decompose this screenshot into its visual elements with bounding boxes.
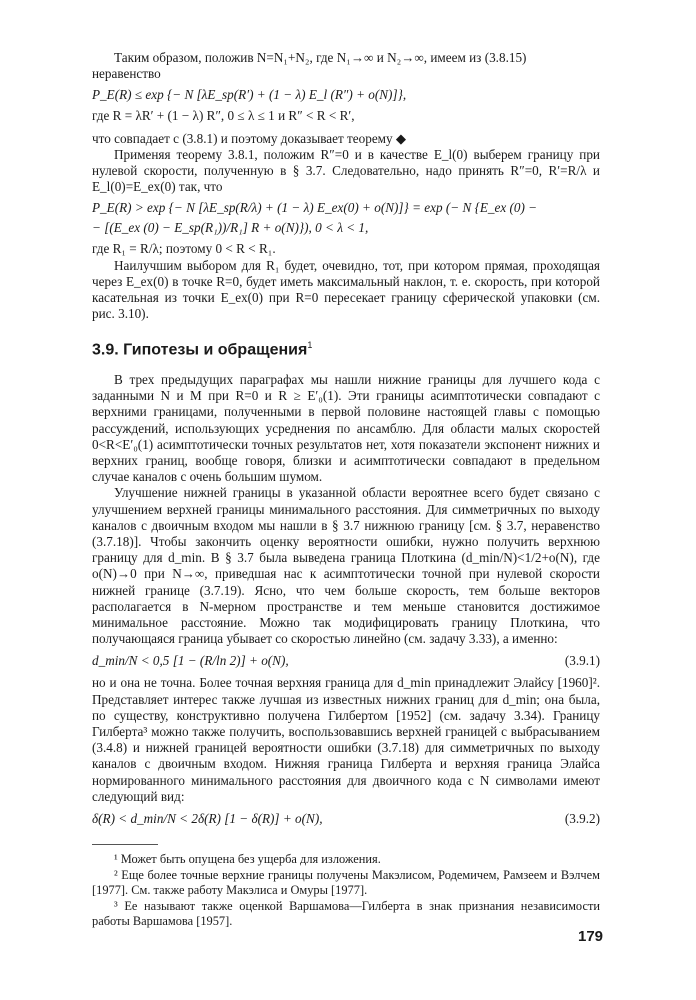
formula-pe-lower-b: − [(E_ex (0) − E_sp(R₁))/R₁] R + o(N)}), 0 < λ < 1, xyxy=(92,220,369,236)
section-heading-block xyxy=(92,340,600,359)
where-r1-clause: где R₁ = R/λ; поэтому 0 < R < R₁. xyxy=(92,241,276,257)
section-body xyxy=(92,372,600,827)
equation-3-9-1 xyxy=(92,653,600,669)
where-clause: где R = λR′ + (1 − λ) R″, 0 ≤ λ ≤ 1 и R″ < R < R′, xyxy=(92,108,355,124)
footnotes xyxy=(92,852,600,930)
footnote-2: ² Еще более точные верхние границы получены Макэлисом, Родемичем, Рамзеем и Вэлчем [1977]. См. также работу Макэлиса и Омуры [1977]. xyxy=(92,867,600,897)
paragraph-best-choice: Наилучшим выбором для R₁ будет, очевидно, тот, при котором прямая, проходящая через E_ex(0) в точке R=0, будет иметь максимальный наклон, т. е. скорость, при которой касательная из точки E_ex(0) при R=0 пересекает границу сферической упаковки (см. рис. 3.10). xyxy=(92,257,600,322)
footnote-3: ³ Ее называют также оценкой Варшамова—Гилберта в знак признания независимости работы Варшамова [1957]. xyxy=(92,898,600,928)
paragraph-1: В трех предыдущих параграфах мы нашли нижние границы для лучшего кода с заданными N и M при R=0 и R ≥ E′₀(1). Эти границы асимптотически совпадают с верхними границами, полученными в первой половине настоящей главы с помощью рассуждений, использующих усреднения по ансамблю. Для области малых скоростей 0<R<E′₀(1) асимптотически точных результатов нет, хотя показатели экспонент нижних и верхних границ, вообще говоря, близки и асимптотически совпадают в предельном случае каналов с очень большим шумом. xyxy=(92,372,600,485)
formula-error-probability-bound: P_E(R) ≤ exp {− N [λE_sp(R′) + (1 − λ) E_l (R″) + o(N)]}, xyxy=(92,87,407,103)
paragraph-2: Улучшение нижней границы в указанной области вероятнее всего будет связано с улучшением верхней границы минимального расстояния. Для симметричных по выходу каналов с двоичным входом мы нашли в § 3.7 нижнюю границу [см. § 3.7, неравенство (3.7.18)]. Чтобы закончить оценку вероятности ошибки, нужно получить верхнюю границу для d_min. В § 3.7 была выведена граница Плоткина (d_min/N)<1/2+o(N), где o(N)→0 при N→∞, приведшая нас к асимптотически точной при нулевой скорости нижней границе (3.7.19). Ясно, что чем больше скорость, тем больше векторов располагается в N-мерном пространстве и тем меньше становится достижимое минимальное расстояние. Можно так модифицировать границу Плоткина, что получающаяся граница убывает со скоростью линейно (см. задачу 3.33), а именно: xyxy=(92,485,600,647)
paragraph-3: но и она не точна. Более точная верхняя граница для d_min принадлежит Элайсу [1960]². Представляет интерес также лучшая из известных нижних границ для d_min; она была, по существу, конструктивно получена Гилбертом [1952] (см. задачу 3.34). Границу Гилберта³ можно также получить, воспользовавшись верхней границей с выбрасыванием (3.4.8) и нижней границей вероятности ошибки (3.7.18) для симметричных по выходу каналов с двоичным входом. Нижняя граница Гилберта и верхняя граница Элайса нормированного минимального расстояния для двоичного кода с N символами имеют следующий вид: xyxy=(92,675,600,804)
page-number: 179 xyxy=(578,928,604,945)
footnote-divider xyxy=(92,844,158,845)
section-title: 3.9. Гипотезы и обращения$^1$ xyxy=(92,340,313,359)
equation-3-9-1-number: (3.9.1) xyxy=(564,653,600,669)
footnote-1: ¹ Может быть опущена без ущерба для изложения. xyxy=(114,852,381,866)
equation-3-9-1-body: d_min/N < 0,5 [1 − (R/ln 2)] + o(N), xyxy=(92,653,289,669)
equation-3-9-2-body: δ(R) < d_min/N < 2δ(R) [1 − δ(R)] + o(N), xyxy=(92,811,323,827)
equation-3-9-2 xyxy=(92,811,600,827)
paragraph-apply-theorem: Применяя теорему 3.8.1, положим R″=0 и в качестве E_l(0) выберем границу при нулевой скорости, полученную в § 3.7. Следовательно, надо принять R″=0, R′=R/λ и E_l(0)=E_ex(0) так, что xyxy=(92,146,600,195)
intro-line-2: неравенство xyxy=(92,66,161,82)
proof-end-line: что совпадает с (3.8.1) и поэтому доказывает теорему ◆ xyxy=(92,130,407,146)
formula-pe-lower-a: P_E(R) > exp {− N [λE_sp(R/λ) + (1 − λ) E_ex(0) + o(N)]} = exp (− N {E_ex (0) − xyxy=(92,200,538,216)
section-footnote-mark: 1 xyxy=(307,340,313,350)
equation-3-9-2-number: (3.9.2) xyxy=(564,811,600,827)
intro-line-1: Таким образом, положив N=N₁+N₂, где N₁→∞ и N₂→∞, имеем из (3.8.15) xyxy=(114,50,527,65)
intro-block xyxy=(92,50,600,322)
